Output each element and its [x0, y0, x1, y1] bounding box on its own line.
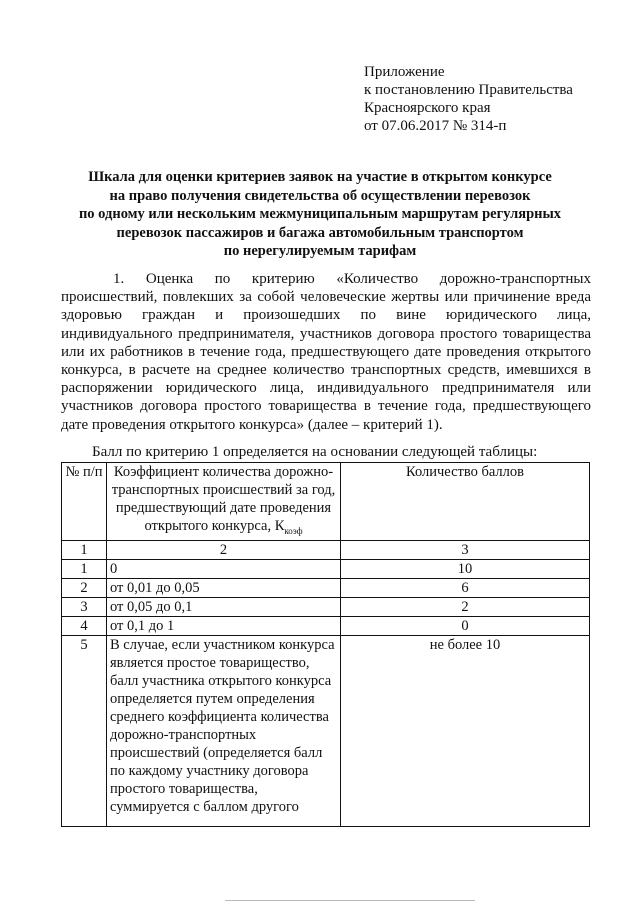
header-number: № п/п [62, 463, 107, 541]
appendix-line: от 07.06.2017 № 314-п [364, 118, 507, 134]
title-line: перевозок пассажиров и багажа автомобильным транспортом [116, 224, 524, 241]
row-points: 10 [341, 559, 590, 578]
row-points: 0 [341, 616, 590, 635]
row-points: 6 [341, 578, 590, 597]
table-intro: Балл по критерию 1 определяется на основании следующей таблицы: [92, 444, 538, 460]
table-row [62, 616, 590, 635]
table-row [62, 635, 590, 826]
body-text [61, 270, 591, 434]
title-line: по одному или нескольким межмуниципальным маршрутам регулярных [78, 206, 562, 223]
table-row [62, 597, 590, 616]
row-number: 3 [62, 597, 107, 616]
title-line: на право получения свидетельства об осуществлении перевозок [109, 187, 531, 204]
row-points: 2 [341, 597, 590, 616]
appendix-line: Приложение [364, 64, 445, 80]
numbering-cell: 2 [107, 540, 341, 559]
row-coefficient: В случае, если участником конкурса является простое товарищество, балл участника открытого конкурса определяется путем определения среднего коэффициента количества дорожно-транспортных происшествий (определяется балл по каждому участнику договора простого товарищества, суммируется с баллом другого [107, 635, 341, 826]
row-coefficient: от 0,01 до 0,05 [107, 578, 341, 597]
row-number: 4 [62, 616, 107, 635]
row-number: 1 [62, 559, 107, 578]
table-row [62, 559, 590, 578]
appendix-line: Красноярского края [364, 100, 491, 116]
header-points: Количество баллов [341, 463, 590, 541]
table-row [62, 578, 590, 597]
row-number: 2 [62, 578, 107, 597]
scan-edge-line [225, 900, 475, 901]
header-coefficient-subscript: коэф [284, 525, 303, 536]
title-line: по нерегулируемым тарифам [223, 243, 417, 260]
criteria-table [61, 462, 590, 827]
table-numbering-row [62, 540, 590, 559]
numbering-cell: 1 [62, 540, 107, 559]
row-number: 5 [62, 635, 107, 826]
row-coefficient: от 0,05 до 0,1 [107, 597, 341, 616]
header-coefficient [107, 463, 341, 541]
row-coefficient: 0 [107, 559, 341, 578]
header-coefficient-text: Коэффициент количества дорожно-транспортных происшествий за год, предшествующий дате проведения открытого конкурса, К [111, 464, 336, 534]
table-header-row [62, 463, 590, 541]
appendix-block [364, 63, 624, 135]
title-line: Шкала для оценки критериев заявок на участие в открытом конкурсе [88, 169, 552, 185]
numbering-cell: 3 [341, 540, 590, 559]
row-points: не более 10 [341, 635, 590, 826]
row-coefficient: от 0,1 до 1 [107, 616, 341, 635]
paragraph-criterion-1: 1. Оценка по критерию «Количество дорожно-транспортных происшествий, повлекших за собой человеческие жертвы или причинение вреда здоровью граждан и произошедших по вине юридического лица, индивидуального предпринимателя, участников договора простого товарищества или их работников в течение года, предшествующего дате проведения открытого конкурса, в расчете на среднее количество транспортных средств, имевшихся в распоряжении юридического лица, индивидуального предпринимателя или участников договора простого товарищества в течение года, предшествующего дате проведения открытого конкурса» (далее – критерий 1). [61, 271, 591, 433]
appendix-line: к постановлению Правительства [364, 82, 573, 98]
document-title [50, 168, 590, 261]
